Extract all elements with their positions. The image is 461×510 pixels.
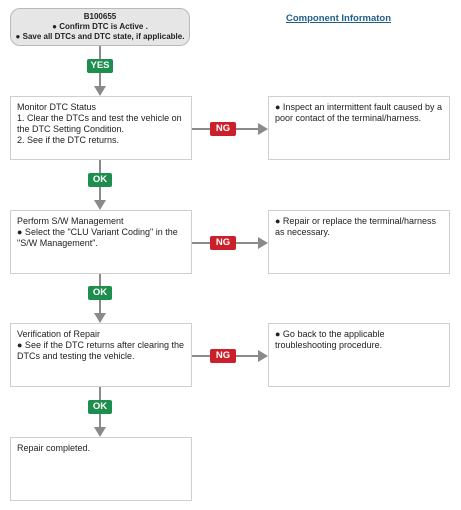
yes-badge: YES [87, 59, 113, 73]
ng-action-text: ● Repair or replace the terminal/harness as necessary. [275, 216, 437, 237]
connector-line [236, 242, 258, 244]
step-perform-sw-management [10, 210, 192, 274]
ng-action-box [268, 96, 450, 160]
arrow-down-icon [94, 427, 106, 437]
ok-badge: OK [88, 286, 112, 300]
ok-badge: OK [88, 400, 112, 414]
step-repair-completed [10, 437, 192, 501]
ok-badge: OK [88, 173, 112, 187]
final-text: Repair completed. [17, 443, 91, 453]
step-title: Monitor DTC Status [17, 102, 97, 112]
connector-line [236, 355, 258, 357]
step-title: Verification of Repair [17, 329, 101, 339]
connector-line [99, 414, 101, 428]
component-information-link[interactable]: Component Informaton [286, 13, 392, 24]
arrow-right-icon [258, 237, 268, 249]
arrow-down-icon [94, 313, 106, 323]
arrow-down-icon [94, 86, 106, 96]
connector-line [99, 73, 101, 87]
step-monitor-dtc-status [10, 96, 192, 160]
connector-line [99, 187, 101, 201]
connector-line [99, 387, 101, 400]
step-line: ● Select the "CLU Variant Coding" in the "S/W Management". [17, 227, 178, 248]
ng-action-text: ● Go back to the applicable troubleshooting procedure. [275, 329, 385, 350]
dtc-code: B100655 [83, 12, 117, 21]
step-verification-of-repair [10, 323, 192, 387]
step-line: ● See if the DTC returns after clearing the DTCs and testing the vehicle. [17, 340, 185, 361]
connector-line [99, 160, 101, 173]
connector-line [99, 46, 101, 59]
connector-line [192, 128, 210, 130]
start-instruction-2: ● Save all DTCs and DTC state, if applicable. [15, 32, 185, 41]
ng-action-text: ● Inspect an intermittent fault caused by a poor contact of the terminal/harness. [275, 102, 443, 123]
step-line: 2. See if the DTC returns. [17, 135, 120, 145]
connector-line [236, 128, 258, 130]
arrow-right-icon [258, 123, 268, 135]
ng-action-box [268, 323, 450, 387]
start-instruction-1: ● Confirm DTC is Active . [52, 22, 148, 31]
ng-badge: NG [210, 236, 236, 250]
step-line: 1. Clear the DTCs and test the vehicle on the DTC Setting Condition. [17, 113, 182, 134]
ng-badge: NG [210, 122, 236, 136]
connector-line [99, 300, 101, 314]
step-title: Perform S/W Management [17, 216, 124, 226]
ng-badge: NG [210, 349, 236, 363]
connector-line [192, 355, 210, 357]
ng-action-box [268, 210, 450, 274]
connector-line [192, 242, 210, 244]
arrow-down-icon [94, 200, 106, 210]
arrow-right-icon [258, 350, 268, 362]
connector-line [99, 274, 101, 286]
start-node [10, 8, 190, 46]
